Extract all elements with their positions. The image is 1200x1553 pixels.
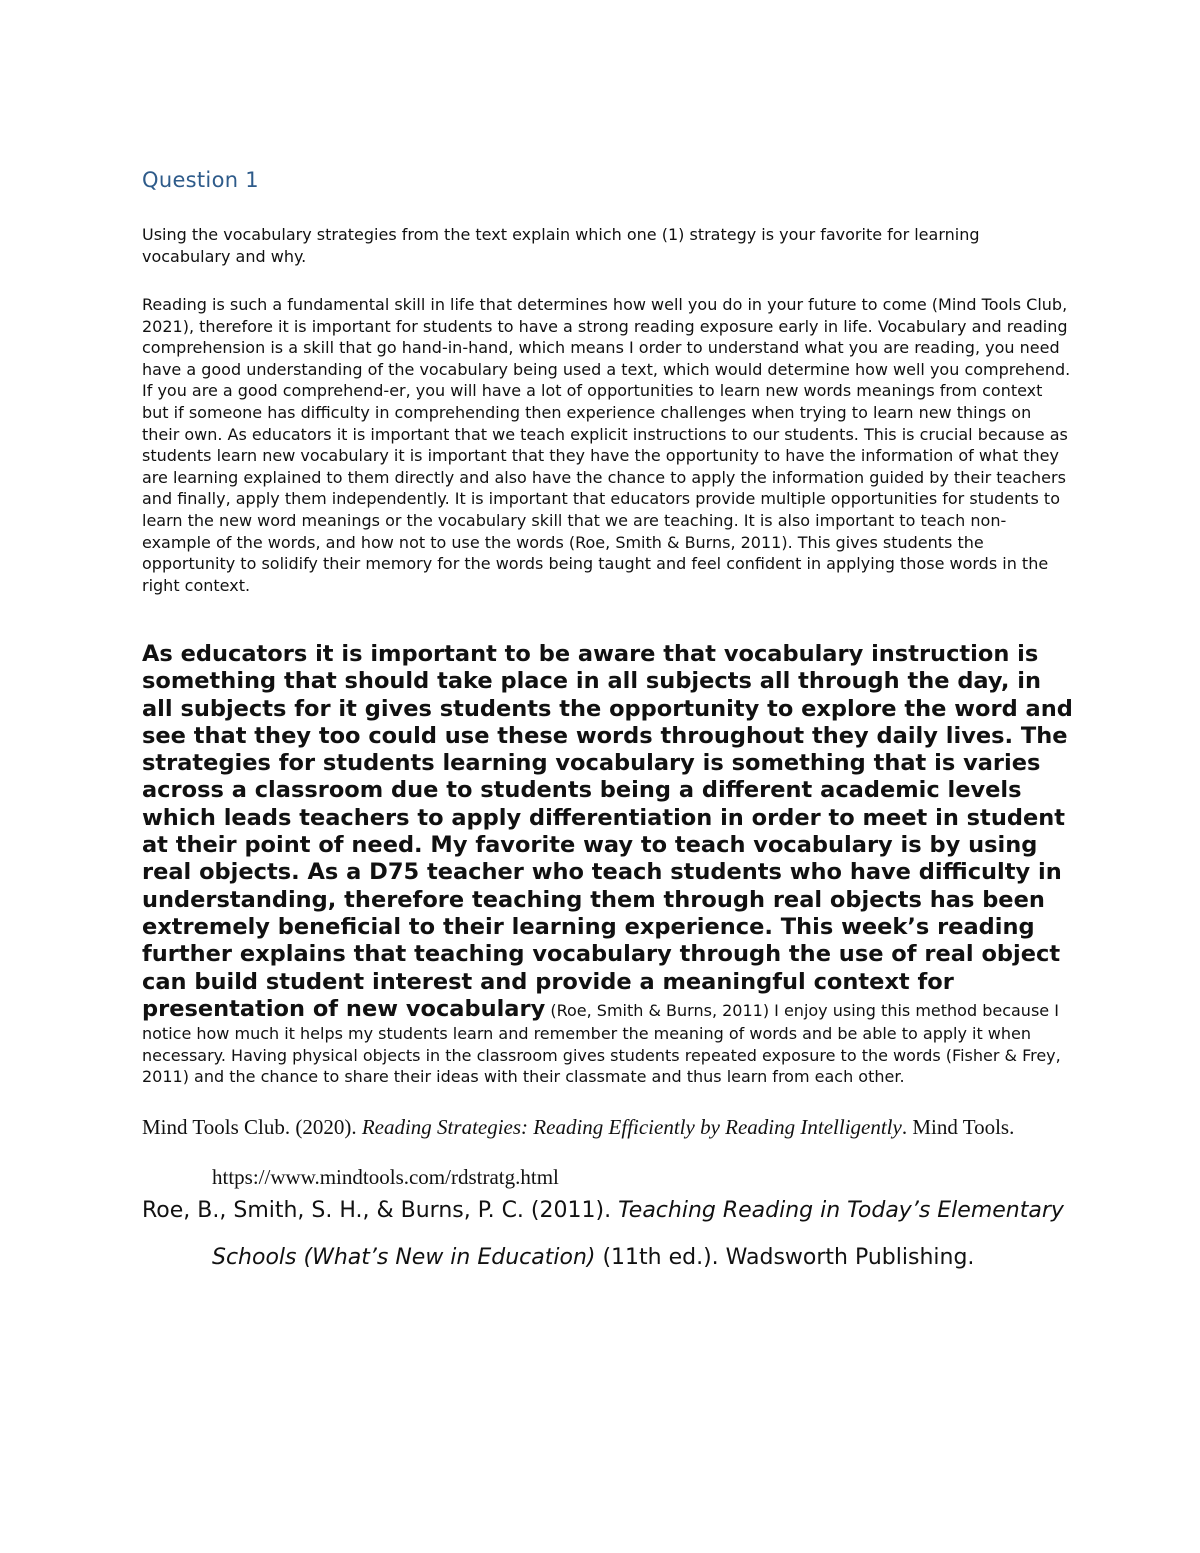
question-heading: Question 1 bbox=[142, 168, 259, 192]
question-prompt: Using the vocabulary strategies from the text explain which one (1) strategy is your favorite for learning vocabulary and why. bbox=[142, 225, 980, 266]
reference-mind-tools-source: . Mind Tools. https://www.mindtools.com/rdstratg.html bbox=[212, 1115, 1015, 1189]
essay-paragraph-2 bbox=[142, 641, 1077, 1088]
reference-mind-tools-authors: Mind Tools Club. (2020). bbox=[142, 1115, 362, 1139]
reference-roe-authors: Roe, B., Smith, S. H., & Burns, P. C. (2011). bbox=[142, 1198, 619, 1223]
reference-roe-title: Teaching Reading in Today’s Elementary Schools (What’s New in Education) bbox=[212, 1198, 1064, 1270]
reference-roe-publisher: (11th ed.). Wadsworth Publishing. bbox=[595, 1244, 975, 1270]
reference-mind-tools bbox=[142, 1102, 1152, 1202]
reference-mind-tools-title: Reading Strategies: Reading Efficiently by Reading Intelligently bbox=[361, 1115, 902, 1139]
essay-paragraph-1: Reading is such a fundamental skill in life that determines how well you do in your future to come (Mind Tools Club, 2021), therefore it is important for students to have a strong reading exposure early in life. Vocabulary and reading comprehension is a skill that go hand-in-hand, which means I order to understand what you are reading, you need have a good understanding of the vocabulary being used a text, which would determine how well you comprehend. If you are a good comprehend-er, you will have a lot of opportunities to learn new words meanings from context but if someone has difficulty in comprehending then experience challenges when trying to learn new things on their own. As educators it is important that we teach explicit instructions to our students. This is crucial because as students learn new vocabulary it is important that they have the opportunity to have the information of what they are learning explained to them directly and also have the chance to apply the information guided by their teachers and finally, apply them independently. It is important that educators provide multiple opportunities for students to learn the new word meanings or the vocabulary skill that we are teaching. It is also important to teach non-example of the words, and how not to use the words (Roe, Smith & Burns, 2011). This gives students the opportunity to solidify their memory for the words being taught and feel confident in applying those words in the right context. bbox=[142, 295, 1071, 595]
essay-paragraph-2-bold-text: As educators it is important to be aware that vocabulary instruction is something that should take place in all subjects all through the day, in all subjects for it gives students the opportunity to explore the word and see that they too could use these words throughout they daily lives. The strategies for students learning vocabulary is something that is varies across a classroom due to students being a different academic levels which leads teachers to apply differentiation in order to meet in student at their point of need. My favorite way to teach vocabulary is by using real objects. As a D75 teacher who teach students who have difficulty in understanding, therefore teaching them through real objects has been extremely beneficial to their learning experience. This week’s reading further explains that teaching vocabulary through the use of real object can build student interest and provide a meaningful context for presentation of new vocabulary bbox=[142, 641, 1073, 1022]
essay-paragraph-2-regular-text: (Roe, Smith & Burns, 2011) I enjoy using this method because I notice how much it helps my students learn and remember the meaning of words and be able to apply it when necessary. Having physical objects in the classroom gives students repeated exposure to the words (Fisher & Frey, 2011) and the chance to share their ideas with their classmate and thus learn from each other. bbox=[142, 1000, 1061, 1087]
reference-roe bbox=[142, 1188, 1152, 1281]
